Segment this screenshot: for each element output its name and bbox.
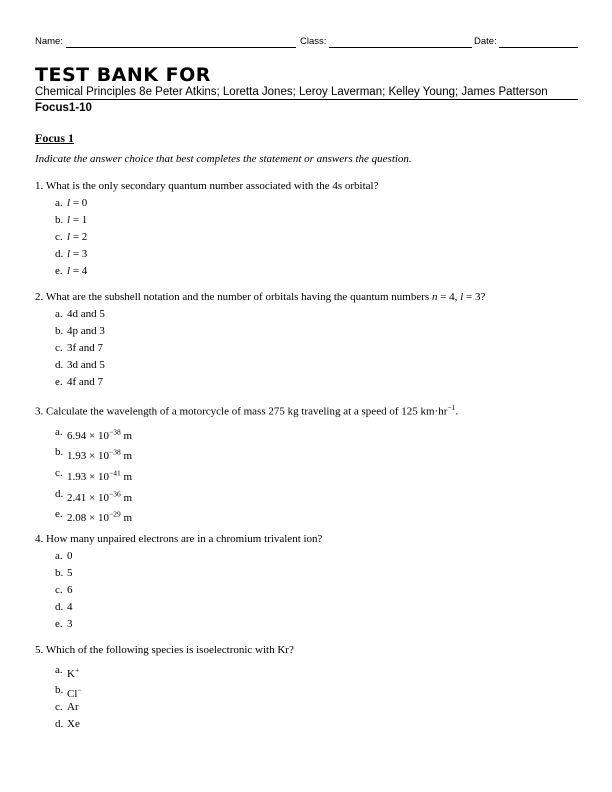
choice-a[interactable]: a. K+ <box>55 664 80 680</box>
question-text: 2. What are the subshell notation and the number of orbitals having the quantum numbers n = 4, l = 3? <box>35 291 486 303</box>
choice-b[interactable]: b. 5 <box>55 567 73 579</box>
question-3 <box>35 403 458 524</box>
choice-a[interactable]: a. $6.94 \times 10^{-38}$ m <box>55 425 133 442</box>
answer-choices <box>55 195 378 280</box>
choice-c[interactable]: c. $1.93 \times 10^{-41}$ m <box>55 467 133 484</box>
choice-d[interactable]: d. 3d and 5 <box>55 359 105 371</box>
instructions: Indicate the answer choice that best completes the statement or answers the question. <box>35 153 412 165</box>
choice-b[interactable]: b. l = 1 <box>55 214 88 226</box>
question-text: 3. Calculate the wavelength of a motorcycle of mass 275 kg traveling at a speed of 125 $km\cdot hr^{-1}$. <box>35 403 459 418</box>
page-title: TEST BANK FOR <box>35 64 211 86</box>
question-1 <box>35 180 378 280</box>
choice-a[interactable]: a. 4d and 5 <box>55 308 105 320</box>
choice-d[interactable]: d. $2.41 \times 10^{-36}$ m <box>55 487 133 504</box>
choice-d[interactable]: d. 4 <box>55 601 73 613</box>
class-field-line <box>329 47 472 48</box>
answer-choices <box>55 548 322 633</box>
choice-e[interactable]: e. 3 <box>55 618 73 630</box>
answer-choices <box>55 306 485 391</box>
name-label: Name: <box>35 36 63 47</box>
answer-choices <box>55 421 458 524</box>
choice-c[interactable]: c. l = 2 <box>55 231 88 243</box>
choice-a[interactable]: a. l = 0 <box>55 197 88 209</box>
choice-c[interactable]: c. 3f and 7 <box>55 342 104 354</box>
section-title: Focus 1 <box>35 131 74 145</box>
question-text: 4. How many unpaired electrons are in a chromium trivalent ion? <box>35 533 323 545</box>
choice-d[interactable]: d. Xe <box>55 718 80 730</box>
choice-e[interactable]: e. l = 4 <box>55 265 88 277</box>
choice-e[interactable]: e. 4f and 7 <box>55 376 104 388</box>
name-field-line <box>66 47 296 48</box>
choice-c[interactable]: c. 6 <box>55 584 73 596</box>
choice-d[interactable]: d. l = 3 <box>55 248 88 260</box>
student-info-header <box>35 36 578 50</box>
choice-b[interactable]: b. 4p and 3 <box>55 325 105 337</box>
focus-range: Focus1-10 <box>35 102 92 114</box>
question-4 <box>35 533 322 633</box>
question-text: 5. Which of the following species is isoelectronic with Kr? <box>35 644 294 656</box>
question-2 <box>35 291 485 391</box>
book-subtitle: Chemical Principles 8e Peter Atkins; Loretta Jones; Leroy Laverman; Kelley Young; James Patterson <box>35 86 578 100</box>
choice-a[interactable]: a. 0 <box>55 550 73 562</box>
answer-choices <box>55 659 294 733</box>
choice-e[interactable]: e. $2.08 \times 10^{-29}$ m <box>55 508 133 525</box>
choice-b[interactable]: b. Cl− <box>55 684 82 700</box>
date-label: Date: <box>474 36 497 47</box>
choice-b[interactable]: b. $1.93 \times 10^{-38}$ m <box>55 446 133 463</box>
choice-c[interactable]: c. Ar <box>55 701 79 713</box>
class-label: Class: <box>300 36 327 47</box>
question-5 <box>35 644 294 733</box>
date-field-line <box>499 47 578 48</box>
question-text: 1. What is the only secondary quantum number associated with the 4s orbital? <box>35 180 379 192</box>
